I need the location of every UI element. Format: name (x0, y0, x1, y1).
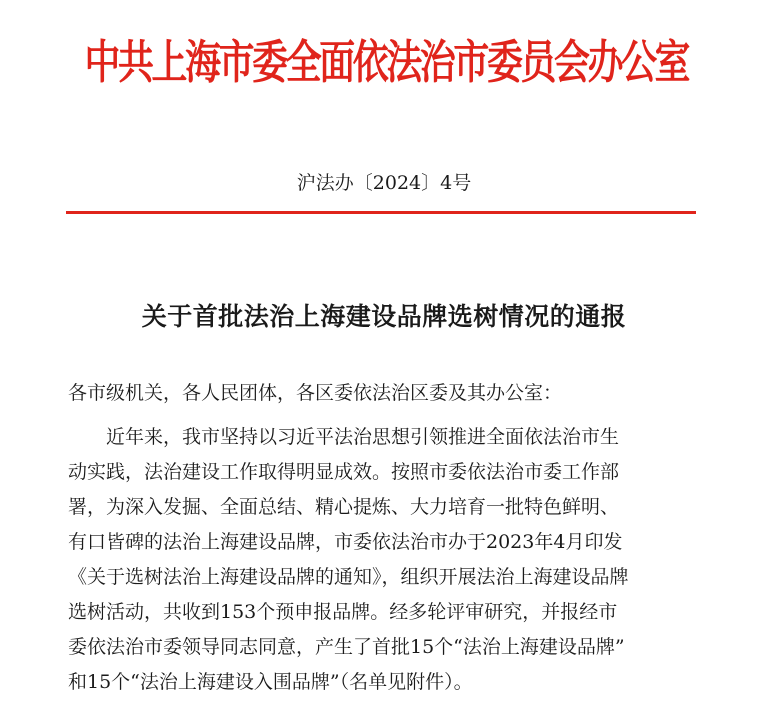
document-number: 沪法办〔2024〕4号 (296, 172, 472, 194)
body-line: 动实践，法治建设工作取得明显成效。按照市委依法治市委工作部 (68, 461, 620, 483)
red-separator-line (66, 211, 696, 214)
body-line: 选树活动，共收到153个预申报品牌。经多轮评审研究，并报经市 (68, 601, 618, 623)
salutation: 各市级机关，各人民团体，各区委依法治区委及其办公室： (68, 382, 563, 404)
body-line: 《关于选树法治上海建设品牌的通知》，组织开展法治上海建设品牌 (68, 566, 629, 588)
issuing-authority-masthead: 中共上海市委全面依法治市委员会办公室 (84, 35, 689, 89)
document-title: 关于首批法治上海建设品牌选树情况的通报 (141, 302, 627, 331)
body-line: 委依法治市委领导同志同意，产生了首批15个“法治上海建设品牌” (68, 636, 625, 658)
body-line: 近年来，我市坚持以习近平法治思想引领推进全面依法治市生 (106, 426, 620, 448)
body-line: 有口皆碑的法治上海建设品牌，市委依法治市办于2023年4月印发 (68, 531, 623, 553)
body-line: 署，为深入发掘、全面总结、精心提炼、大力培育一批特色鲜明、 (68, 496, 620, 518)
body-line: 和15个“法治上海建设入围品牌”（名单见附件）。 (68, 671, 473, 693)
